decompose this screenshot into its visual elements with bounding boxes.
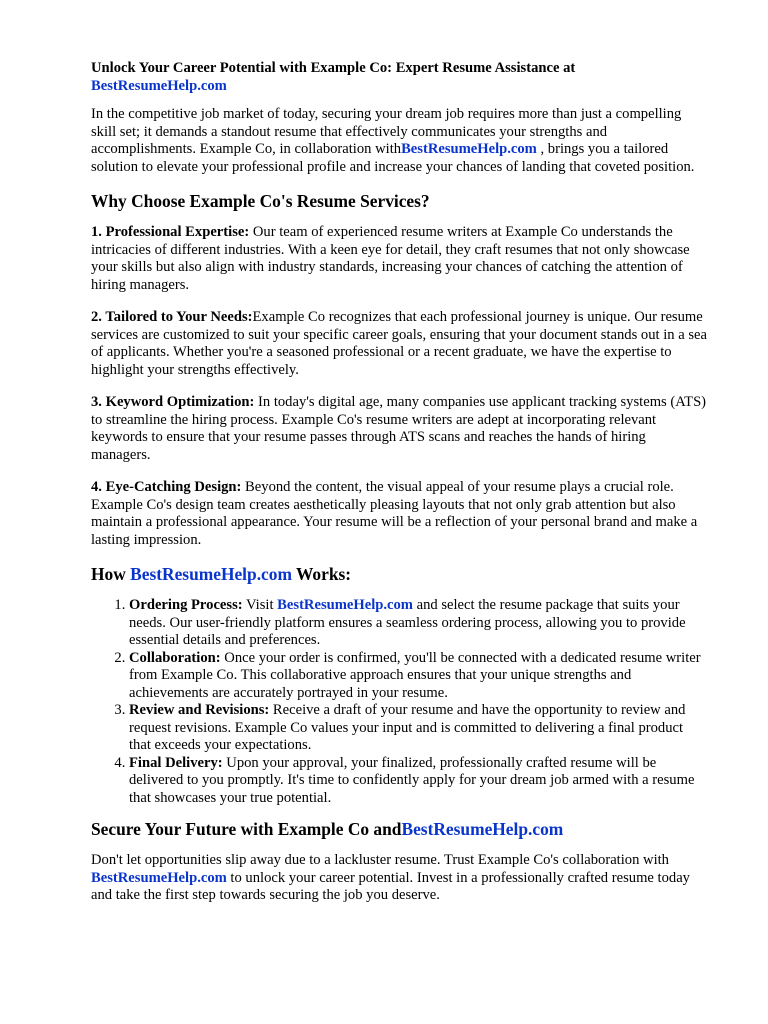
how-heading-before: How [91, 564, 131, 584]
step-lead-2: Collaboration: [129, 649, 221, 666]
step-lead-3: Review and Revisions: [129, 702, 270, 718]
service-text-1: Our team of experienced resume writers at Example Co understands the intricacies of different industries. With a keen eye for detail, they craft resumes that not only showcase your skills but also align with industry standards, increasing your chances of catching the attention of hiring managers. [91, 224, 690, 293]
step-link-1[interactable]: BestResumeHelp.com [277, 597, 413, 613]
service-text-2: Example Co recognizes that each professional journey is unique. Our resume services are customized to suit your specific career goals, ensuring that your document stands out in a sea of applicants. Whether you're a seasoned professional or a recent graduate, we have the expertise to highlight your strengths effectively. [91, 309, 707, 378]
how-heading [91, 564, 708, 585]
step-item-3 [129, 702, 708, 755]
step-text-4: Upon your approval, your finalized, professionally crafted resume will be delivered to you promptly. It's time to confidently apply for your dream job armed with a resume that showcases your true potential. [129, 754, 695, 806]
service-text-4: Beyond the content, the visual appeal of your resume plays a crucial role. Example Co's design team creates aesthetically pleasing layouts that not only grab attention but also maintain a professional appearance. Your resume will be a reflection of your personal brand and make a lasting impression. [91, 479, 698, 548]
service-paragraph-1 [91, 224, 708, 294]
intro-text-before: In the competitive job market of today, securing your dream job requires more than just a compelling skill set; it demands a standout resume that effectively communicates your strengths and accomplishments. Example Co, in collaboration with [91, 106, 682, 157]
closing-link[interactable]: BestResumeHelp.com [91, 869, 227, 886]
how-heading-after: Works: [291, 564, 352, 584]
service-paragraph-2 [91, 309, 708, 379]
step-lead-1: Ordering Process: [129, 597, 243, 613]
steps-list [91, 597, 708, 807]
intro-link[interactable]: BestResumeHelp.com [401, 141, 537, 157]
service-lead-4: 4. Eye-Catching Design: [91, 479, 242, 495]
document-title [91, 60, 708, 95]
title-link[interactable]: BestResumeHelp.com [91, 77, 227, 94]
secure-heading-link[interactable]: BestResumeHelp.com [401, 819, 564, 839]
intro-text-after: , brings you a tailored solution to elevate your professional profile and increase your chances of landing that coveted position. [91, 141, 695, 175]
intro-paragraph [91, 106, 708, 176]
why-heading: Why Choose Example Co's Resume Services? [91, 191, 430, 211]
step-text-2: Once your order is confirmed, you'll be connected with a dedicated resume writer from Example Co. This collaborative approach ensures that your unique strengths and achievements are accurately portrayed in your resume. [129, 649, 701, 701]
step-text-after-1: and select the resume package that suits your needs. Our user-friendly platform ensures a seamless ordering process, allowing you to provide essential details and preferences. [129, 597, 686, 648]
service-lead-2: 2. Tailored to Your Needs: [91, 309, 253, 325]
step-text-before-1: Visit [242, 597, 278, 613]
service-lead-1: 1. Professional Expertise: [91, 224, 250, 240]
closing-paragraph [91, 852, 708, 905]
title-text: Unlock Your Career Potential with Example Co: Expert Resume Assistance at [91, 60, 576, 76]
step-text-3: Receive a draft of your resume and have the opportunity to review and request revisions. Example Co values your input and is committed to delivering a final product that exceeds your expectations. [129, 702, 686, 753]
service-paragraph-3 [91, 394, 708, 464]
step-item-1 [129, 597, 708, 650]
closing-text-after: to unlock your career potential. Invest in a professionally crafted resume today and take the first step towards securing the job you deserve. [91, 869, 690, 903]
secure-heading [91, 819, 708, 840]
how-heading-link[interactable]: BestResumeHelp.com [130, 564, 292, 584]
step-item-4 [129, 755, 708, 808]
secure-heading-before: Secure Your Future with Example Co and [91, 819, 402, 839]
service-lead-3: 3. Keyword Optimization: [91, 394, 255, 410]
step-lead-4: Final Delivery: [129, 754, 223, 771]
step-item-2 [129, 650, 708, 703]
service-text-3: In today's digital age, many companies use applicant tracking systems (ATS) to streamline the hiring process. Example Co's resume writers are adept at incorporating relevant keywords to ensure that your resume passes through ATS scans and reaches the hands of hiring managers. [91, 394, 707, 463]
closing-text-before: Don't let opportunities slip away due to a lackluster resume. Trust Example Co's collaboration with [91, 852, 669, 868]
service-paragraph-4 [91, 479, 708, 549]
